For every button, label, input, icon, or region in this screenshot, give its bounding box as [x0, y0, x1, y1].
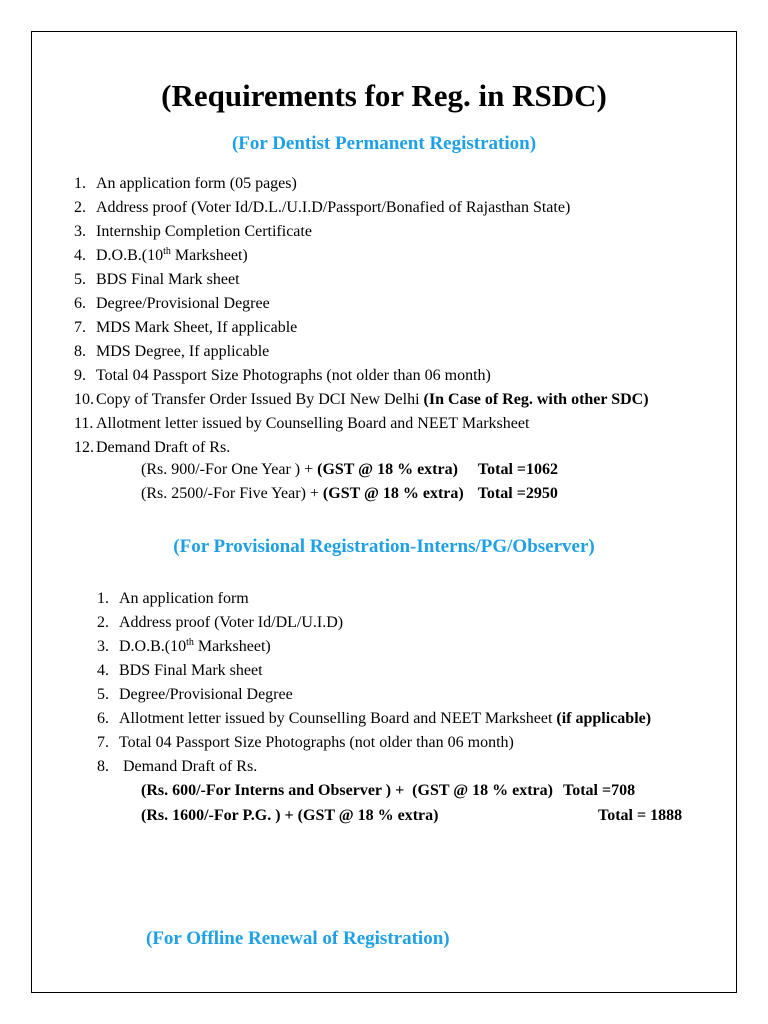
list-item: 10. Copy of Transfer Order Issued By DCI New Delhi (In Case of Reg. with other SDC) [74, 391, 649, 408]
list-item: 8. MDS Degree, If applicable [74, 343, 270, 360]
list-item: 6. Allotment letter issued by Counselling Board and NEET Marksheet (if applicable) [97, 710, 652, 727]
list-item: 1. An application form (05 pages) [74, 175, 297, 192]
provisional-requirements-list [97, 587, 651, 779]
list-item: 3. Internship Completion Certificate [74, 223, 312, 240]
list-item: 7. Total 04 Passport Size Photographs (not older than 06 month) [97, 734, 514, 751]
fee-line-interns: (Rs. 600/-For Interns and Observer ) + (GST @ 18 % extra) Total =708 [141, 782, 636, 799]
list-item: 3. D.O.B.(10th Marksheet) [97, 637, 271, 655]
list-item: 5. BDS Final Mark sheet [74, 271, 240, 288]
list-item: 2. Address proof (Voter Id/D.L./U.I.D/Passport/Bonafied of Rajasthan State) [74, 199, 571, 216]
list-item: 9. Total 04 Passport Size Photographs (not older than 06 month) [74, 367, 491, 384]
list-item: 2. Address proof (Voter Id/DL/U.I.D) [97, 614, 344, 631]
list-item: 8. Demand Draft of Rs. [97, 758, 258, 775]
fee-line-one-year: (Rs. 900/-For One Year ) + (GST @ 18 % extra) Total =1062 [141, 461, 559, 478]
fee-line-five-year: (Rs. 2500/-For Five Year) + (GST @ 18 % extra) Total =2950 [141, 485, 558, 502]
fee-line-pg: (Rs. 1600/-For P.G. ) + (GST @ 18 % extra) Total = 1888 [141, 807, 683, 824]
list-item: 4. BDS Final Mark sheet [97, 662, 263, 679]
section-heading-renewal: (For Offline Renewal of Registration) [146, 928, 450, 949]
permanent-requirements-list [74, 172, 649, 460]
list-item: 11. Allotment letter issued by Counselling Board and NEET Marksheet [74, 415, 530, 432]
section-heading-permanent: (For Dentist Permanent Registration) [231, 133, 537, 154]
list-item: 1. An application form [97, 590, 249, 607]
list-item: 12. Demand Draft of Rs. [74, 439, 231, 456]
list-item: 5. Degree/Provisional Degree [97, 686, 293, 703]
list-item: 4. D.O.B.(10th Marksheet) [74, 246, 248, 264]
section-heading-provisional: (For Provisional Registration-Interns/PG/Observer) [173, 536, 595, 557]
list-item: 7. MDS Mark Sheet, If applicable [74, 319, 298, 336]
list-item: 6. Degree/Provisional Degree [74, 295, 270, 312]
page-title: (Requirements for Reg. in RSDC) [161, 78, 607, 113]
